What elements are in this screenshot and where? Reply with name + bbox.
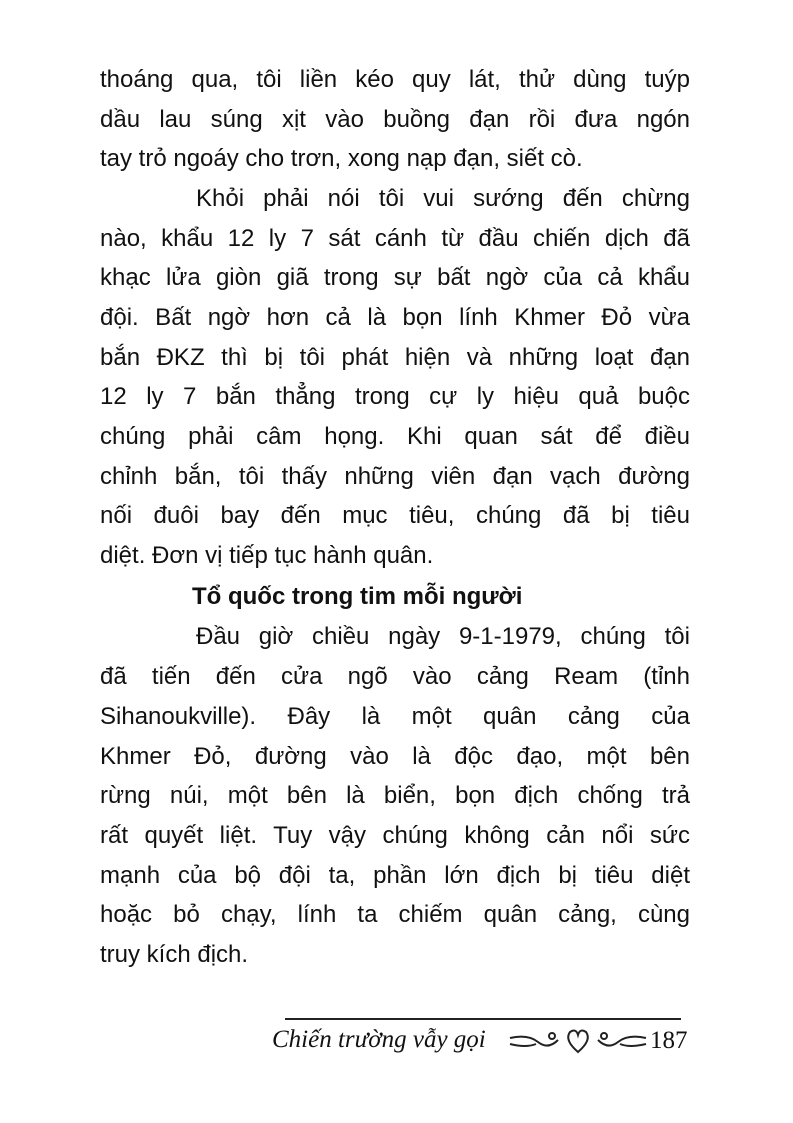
text-line: nào, khẩu 12 ly 7 sát cánh từ đầu chiến dịch đã xyxy=(100,225,690,252)
text-line: rất quyết liệt. Tuy vậy chúng không cản nổi sức xyxy=(100,822,690,849)
text-line: thoáng qua, tôi liền kéo quy lát, thử dùng tuýp xyxy=(100,66,690,93)
text-line: Khỏi phải nói tôi vui sướng đến chừng xyxy=(196,185,690,212)
text-line: dầu lau súng xịt vào buồng đạn rồi đưa ngón xyxy=(100,106,690,133)
text-line: Sihanoukville). Đây là một quân cảng của xyxy=(100,703,690,730)
text-line: rừng núi, một bên là biển, bọn địch chống trả xyxy=(100,782,690,809)
text-line: nối đuôi bay đến mục tiêu, chúng đã bị tiêu xyxy=(100,502,690,529)
ornament-icon xyxy=(508,1026,648,1056)
text-line: tay trỏ ngoáy cho trơn, xong nạp đạn, siết cò. xyxy=(100,145,583,172)
text-line: truy kích địch. xyxy=(100,941,249,968)
text-line: đội. Bất ngờ hơn cả là bọn lính Khmer Đỏ vừa xyxy=(100,304,690,331)
text-line: Đầu giờ chiều ngày 9-1-1979, chúng tôi xyxy=(196,623,690,650)
text-line: diệt. Đơn vị tiếp tục hành quân. xyxy=(100,542,434,569)
text-line: khạc lửa giòn giã trong sự bất ngờ của cả khẩu xyxy=(100,264,690,291)
section-heading: Tổ quốc trong tim mỗi người xyxy=(192,583,523,610)
footer-book-title: Chiến trường vẫy gọi xyxy=(272,1026,486,1053)
text-line: chúng phải câm họng. Khi quan sát để điều xyxy=(100,423,690,450)
text-line: 12 ly 7 bắn thẳng trong cự ly hiệu quả buộc xyxy=(100,383,690,410)
text-line: hoặc bỏ chạy, lính ta chiếm quân cảng, cùng xyxy=(100,901,690,928)
text-line: Khmer Đỏ, đường vào là độc đạo, một bên xyxy=(100,743,690,770)
page-number: 187 xyxy=(650,1027,688,1054)
text-line: bắn ĐKZ thì bị tôi phát hiện và những loạt đạn xyxy=(100,344,690,371)
text-line: mạnh của bộ đội ta, phần lớn địch bị tiêu diệt xyxy=(100,862,690,889)
footer-rule xyxy=(285,1018,681,1020)
text-line: đã tiến đến cửa ngõ vào cảng Ream (tỉnh xyxy=(100,663,690,690)
text-line: chỉnh bắn, tôi thấy những viên đạn vạch đường xyxy=(100,463,690,490)
